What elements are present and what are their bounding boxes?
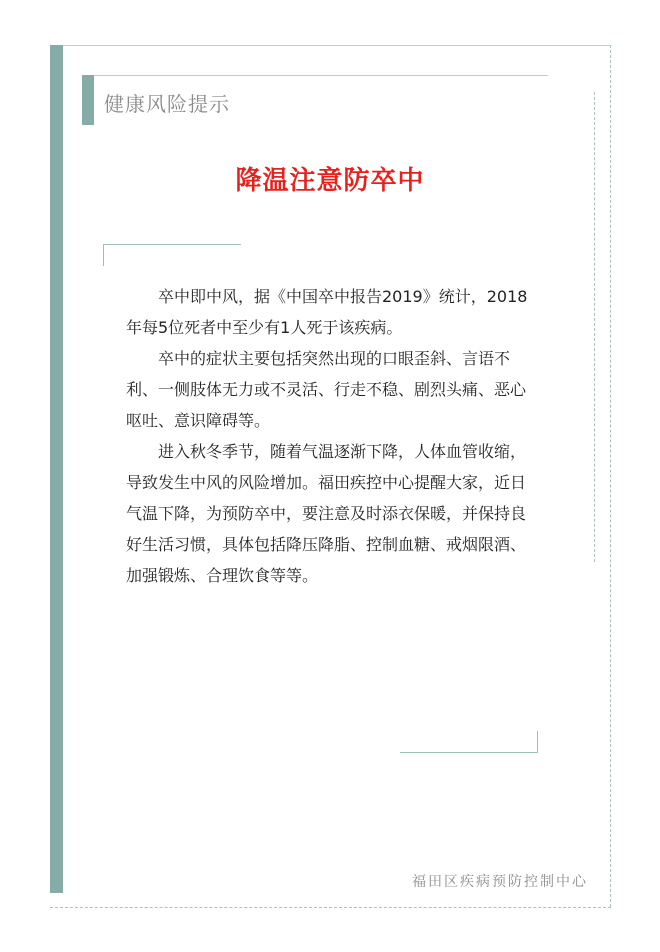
bottom-dashed-border — [50, 907, 611, 908]
header-tag: 健康风险提示 — [104, 92, 230, 116]
corner-bracket-top-left-h — [103, 244, 241, 245]
corner-bracket-top-left-v — [103, 244, 104, 266]
paragraph-1: 卒中即中风，据《中国卒中报告2019》统计，2018年每5位死者中至少有1人死于该疾病。 — [126, 287, 528, 337]
corner-bracket-bottom-right-v — [537, 731, 538, 753]
article-body — [126, 281, 530, 591]
paragraph-2: 卒中的症状主要包括突然出现的口眼歪斜、言语不利、一侧肢体无力或不灵活、行走不稳、剧烈头痛、恶心呕吐、意识障碍等。 — [126, 349, 527, 430]
page-title: 降温注意防卒中 — [235, 166, 425, 196]
header-line — [94, 75, 548, 76]
corner-bracket-bottom-right-h — [400, 752, 538, 753]
header-accent-block — [82, 75, 94, 125]
footer-organization: 福田区疾病预防控制中心 — [412, 874, 588, 890]
paragraph-3: 进入秋冬季节，随着气温逐渐下降，人体血管收缩，导致发生中风的风险增加。福田疾控中心提醒大家，近日气温下降，为预防卒中，要注意及时添衣保暖，并保持良好生活习惯，具体包括降压降脂、控制血糖、戒烟限酒、加强锻炼、合理饮食等等。 — [126, 442, 527, 585]
top-border-line — [63, 45, 611, 46]
